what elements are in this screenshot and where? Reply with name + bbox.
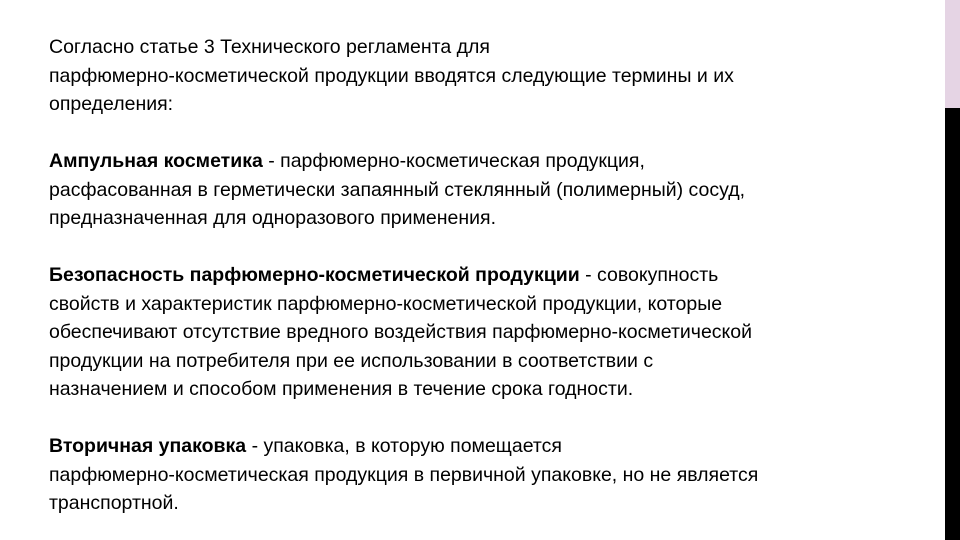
definition-line: продукции на потребителя при ее использовании в соответствии с bbox=[49, 349, 654, 372]
definition-secondary-packaging bbox=[49, 432, 929, 518]
definition-line: свойств и характеристик парфюмерно-косметической продукции, которые bbox=[49, 292, 723, 315]
definition-first-line bbox=[49, 261, 929, 290]
definition-line: парфюмерно-косметическая продукция в первичной упаковке, но не является bbox=[49, 463, 759, 486]
definition-first-line bbox=[49, 432, 929, 461]
definition-term: Ампульная косметика bbox=[49, 150, 263, 172]
definition-ampoule-cosmetics bbox=[49, 147, 929, 233]
intro-line: парфюмерно-косметической продукции вводятся следующие термины и их bbox=[49, 64, 734, 87]
definition-line: транспортной. bbox=[49, 492, 179, 514]
intro-line: определения: bbox=[49, 93, 174, 115]
definition-text: - упаковка, в которую помещается bbox=[246, 435, 562, 457]
paragraph-gap bbox=[49, 404, 929, 433]
definition-text: - совокупность bbox=[579, 264, 719, 286]
definition-first-line bbox=[49, 147, 929, 176]
definition-line: назначением и способом применения в течение срока годности. bbox=[49, 378, 634, 400]
slide-body bbox=[49, 33, 929, 518]
accent-bar-black bbox=[945, 108, 960, 540]
definition-term: Безопасность парфюмерно-косметической продукции bbox=[49, 264, 580, 286]
intro-line: Согласно статье 3 Технического регламента для bbox=[49, 36, 490, 58]
intro-paragraph bbox=[49, 33, 929, 119]
definition-term: Вторичная упаковка bbox=[49, 435, 247, 457]
definition-text: - парфюмерно-косметическая продукция, bbox=[262, 150, 645, 172]
paragraph-gap bbox=[49, 233, 929, 262]
definition-line: предназначенная для одноразового применения. bbox=[49, 207, 496, 229]
definition-product-safety bbox=[49, 261, 929, 404]
definition-line: расфасованная в герметически запаянный стеклянный (полимерный) сосуд, bbox=[49, 178, 746, 201]
paragraph-gap bbox=[49, 119, 929, 148]
accent-bar-pink bbox=[945, 0, 960, 108]
definition-line: обеспечивают отсутствие вредного воздействия парфюмерно-косметической bbox=[49, 321, 753, 343]
